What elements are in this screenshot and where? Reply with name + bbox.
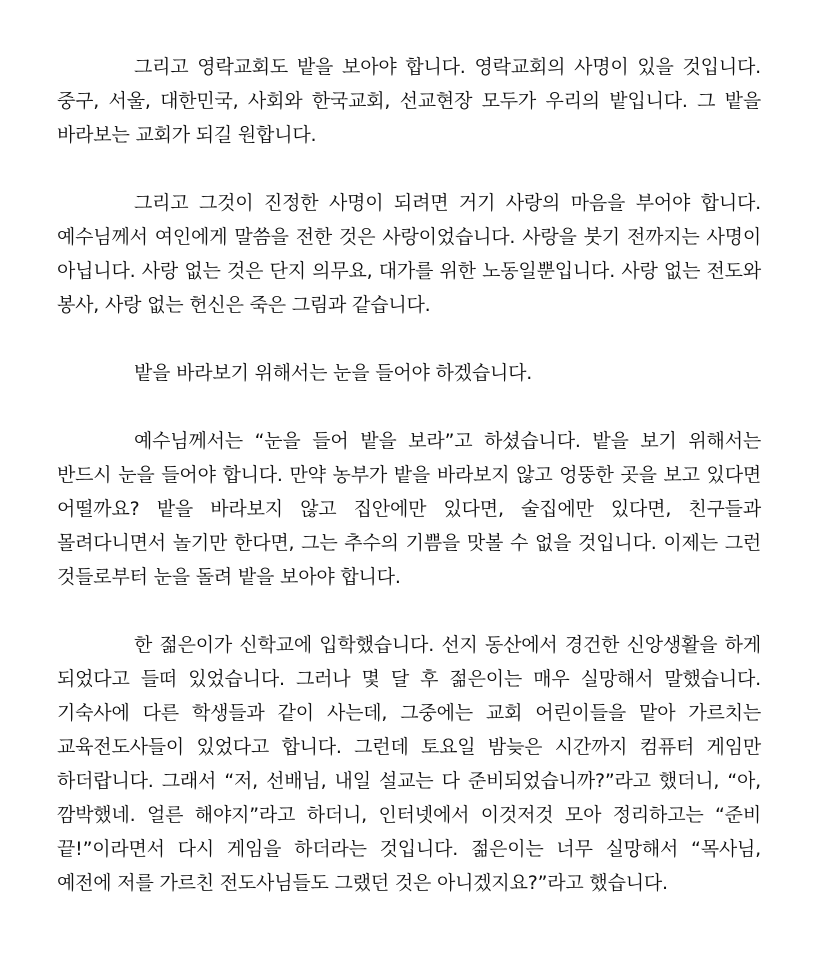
paragraph-2: 그리고 그것이 진정한 사명이 되려면 거기 사랑의 마음을 부어야 합니다. 예수님께서 여인에게 말씀을 전한 것은 사랑이었습니다. 사랑을 붓기 전까지는 사명이 아닙니다. 사랑 없는 것은 단지 의무요, 대가를 위한 노동일뿐입니다. 사랑 없는 전도와 봉사, 사랑 없는 헌신은 죽은 그림과 같습니다. — [57, 192, 761, 316]
paragraph-3: 밭을 바라보기 위해서는 눈을 들어야 하겠습니다. — [134, 362, 533, 384]
paragraph-1: 그리고 영락교회도 밭을 보아야 합니다. 영락교회의 사명이 있을 것입니다. 중구, 서울, 대한민국, 사회와 한국교회, 선교현장 모두가 우리의 밭입니다. 그 밭을 바라보는 교회가 되길 원합니다. — [57, 56, 761, 146]
paragraph-4: 예수님께서는 “눈을 들어 밭을 보라”고 하셨습니다. 밭을 보기 위해서는 반드시 눈을 들어야 합니다. 만약 농부가 밭을 바라보지 않고 엉뚱한 곳을 보고 있다면 어떨까요? 밭을 바라보지 않고 집안에만 있다면, 술집에만 있다면, 친구들과 몰려다니면서 놀기만 한다면, 그는 추수의 기쁨을 맛볼 수 없을 것입니다. 이제는 그런 것들로부터 눈을 돌려 밭을 보아야 합니다. — [57, 430, 761, 588]
document-body — [57, 50, 761, 900]
paragraph-5: 한 젊은이가 신학교에 입학했습니다. 선지 동산에서 경건한 신앙생활을 하게 되었다고 들떠 있었습니다. 그러나 몇 달 후 젊은이는 매우 실망해서 말했습니다. 기숙사에 다른 학생들과 같이 사는데, 그중에는 교회 어린이들을 맡아 가르치는 교육전도사들이 있었다고 합니다. 그런데 토요일 밤늦은 시간까지 컴퓨터 게임만 하더랍니다. 그래서 “저, 선배님, 내일 설교는 다 준비되었습니까?”라고 했더니, “아, 깜박했네. 얼른 해야지”라고 하더니, 인터넷에서 이것저것 모아 정리하고는 “준비 끝!”이라면서 다시 게임을 하더라는 것입니다. 젊은이는 너무 실망해서 “목사님, 예전에 저를 가르친 전도사님들도 그랬던 것은 아니겠지요?”라고 했습니다. — [57, 634, 761, 894]
